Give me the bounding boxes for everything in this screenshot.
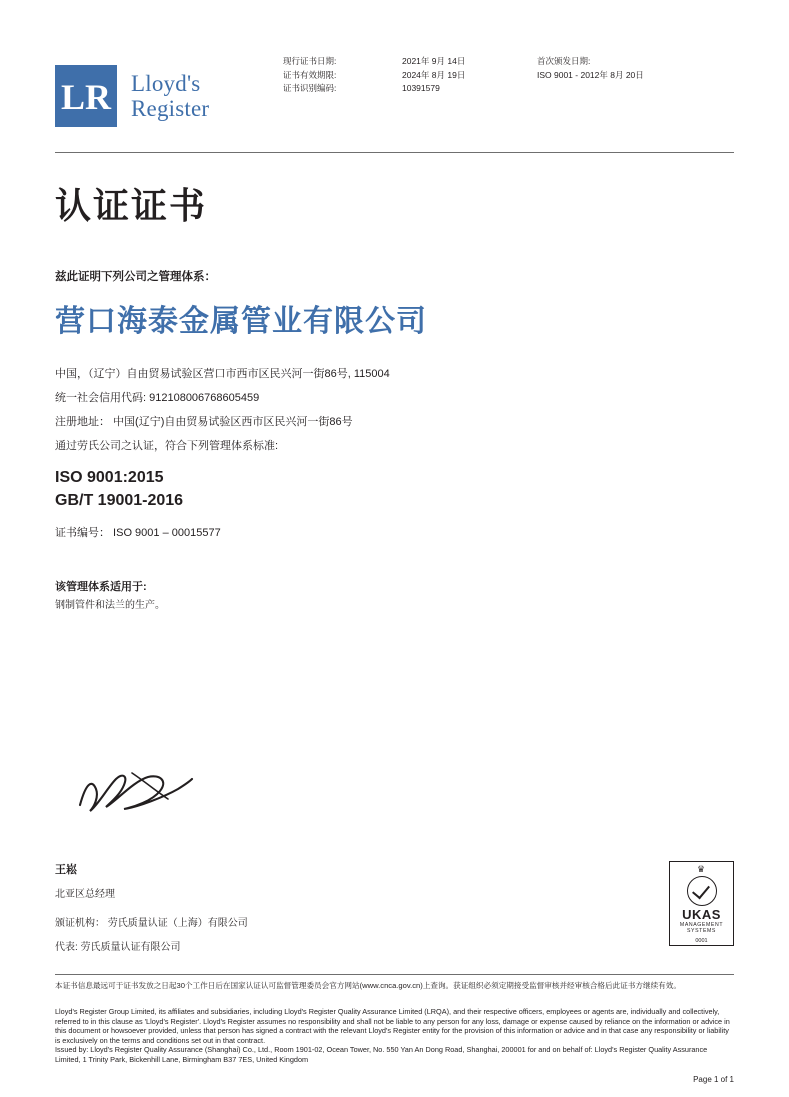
meta-label: 现行证书日期: [283,56,337,66]
lr-monogram-icon [55,65,117,127]
page-title: 认证证书 [55,185,208,226]
first-issue-value: ISO 9001 - 2012年 8月 20日 [537,69,644,80]
ukas-sub-line-2: SYSTEMS [687,928,716,934]
standards-list [55,466,183,512]
tick-icon [687,876,717,906]
meta-value: 2024年 8月 19日 [402,69,466,80]
crown-icon: ♛ [696,864,707,874]
address-line: 中国，（辽宁）自由贸易试验区营口市西市区民兴河一街86号, 115004 [55,368,390,380]
credit-code-line: 统一社会信用代码: 912108006768605459 [55,392,260,404]
scope-title: 该管理体系适用于: [55,581,147,593]
footer-issued-by-paragraph: Issued by: Lloyd's Register Quality Assurance (Shanghai) Co., Ltd., Room 1901-02, Ocean Tower, No. 550 Yan An Dong Road, Shanghai, 200001 for and on behalf of: Lloyd's Register Quality Assurance Limited, 1 Trinity Park, Bickenhill Lane, Birmingham B37 7ES, United Kingdom [55,1045,708,1064]
certificate-meta-left [283,55,538,96]
intro-text: 兹此证明下列公司之管理体系： [55,271,216,283]
first-issue-label: 首次颁发日期: [537,56,591,66]
page-number: Page 1 of 1 [693,1075,734,1084]
lloyds-register-logo [55,65,209,127]
meta-label: 证书识别编码: [283,83,337,93]
footer-disclaimer-paragraph: Lloyd's Register Group Limited, its affiliates and subsidiaries, including Lloyd's Register Quality Assurance Limited (LRQA), and their respective officers, employees or agents are, individually and collectively, referred to in this clause as 'Lloyd's Register'. Lloyd's Register assumes no responsibility and shall not be liable to any person for any loss, damage or expense caused by reliance on the information or advice in this document or howsoever provided, unless that person has signed a contract with the relevant Lloyd's Register entity for the provision of this information or advice and in that case any responsibility or liability is exclusively on the terms and conditions set out in that contract. [55,1007,730,1045]
header-divider [55,152,734,153]
ukas-accreditation-mark [669,861,734,946]
registered-address-line: 注册地址： 中国(辽宁)自由贸易试验区西市区民兴河一街86号 [55,416,353,428]
standard-iso9001: ISO 9001:2015 [55,469,164,486]
address-block [55,362,390,458]
meta-row [283,69,538,83]
lloyds-register-wordmark [131,71,209,121]
ukas-sub-line-1: MANAGEMENT [679,922,724,928]
standard-gbt19001: GB/T 19001-2016 [55,492,184,509]
signature-image [72,765,202,820]
meta-value: 2021年 9月 14日 [402,56,466,66]
meta-value: 10391579 [402,83,440,93]
signatory-role: 北亚区总经理 [55,889,115,900]
meta-row [283,55,538,69]
scope-body: 钢制管件和法兰的生产。 [55,600,165,611]
footer-disclaimer [55,1007,734,1065]
logo-line-1: Lloyd's [131,71,201,96]
certificate-meta-right [537,55,644,82]
footer-divider [55,974,734,975]
company-name: 营口海泰金属管业有限公司 [55,305,427,338]
document-header [0,55,789,150]
signatory-name: 王崧 [55,864,77,876]
svg-text:LR: LR [60,77,112,117]
meta-row [283,82,538,96]
ukas-number: 0001 [695,938,708,944]
logo-line-2: Register [131,96,210,121]
certificate-number: 证书编号： ISO 9001 – 00015577 [55,527,221,539]
issuing-body: 颁证机构： 劳氏质量认证（上海）有限公司 [55,918,248,929]
ukas-wordmark: UKAS [682,907,721,922]
conformity-line: 通过劳氏公司之认证，符合下列管理体系标准: [55,440,279,452]
on-behalf-of: 代表: 劳氏质量认证有限公司 [55,942,181,953]
footer-chinese-note: 本证书信息最远可于证书发放之日起30个工作日后在国家认证认可监督管理委员会官方网站(www.cnca.gov.cn)上查询。获证组织必须定期接受监督审核并经审核合格后此证书方继续有效。 [55,981,681,990]
meta-label: 证书有效期限: [283,69,337,80]
